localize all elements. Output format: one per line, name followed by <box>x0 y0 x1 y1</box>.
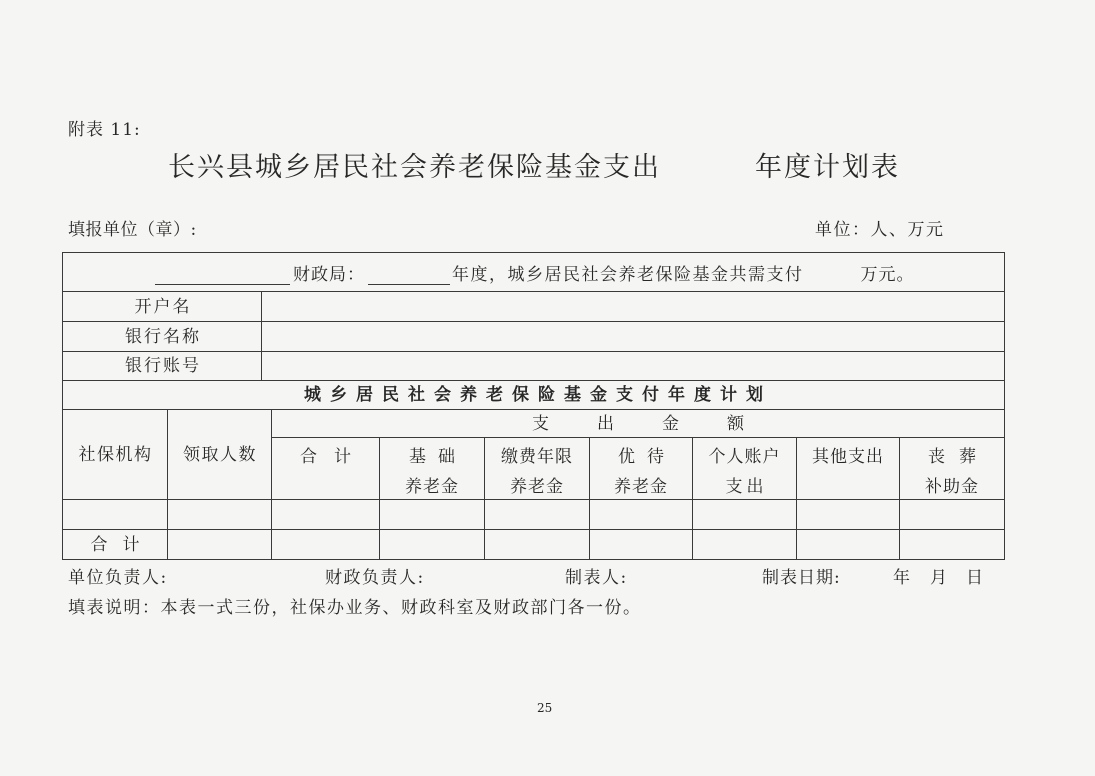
amount-unit: 万元。 <box>860 265 915 285</box>
account-name-label: 开户名 <box>134 296 192 317</box>
date-year-label: 年 <box>893 568 911 588</box>
filling-instructions: 填表说明：本表一式三份，社保办业务、财政科室及财政部门各一份。 <box>68 598 642 618</box>
header-funeral-subsidy <box>900 438 1005 500</box>
date-month-label: 月 <box>930 568 948 588</box>
date-day-label: 日 <box>966 568 984 588</box>
header-personal-account-line2: 支出 <box>725 477 768 497</box>
header-contribution-years-pension <box>485 438 590 500</box>
header-contribution-years-pension-line2: 养老金 <box>510 477 564 497</box>
plan-title-row <box>63 381 1005 410</box>
bank-name-label: 银行名称 <box>125 326 201 347</box>
header-total-label: 合计 <box>300 447 368 467</box>
preparation-date-label: 制表日期: <box>762 568 841 588</box>
header-funeral-subsidy-line2: 补助金 <box>925 477 979 497</box>
bank-account-label-cell <box>63 352 262 381</box>
finance-head-label: 财政负责人: <box>325 568 425 588</box>
table-cell <box>590 500 693 530</box>
attachment-label: 附表 11: <box>68 120 141 140</box>
header-institution <box>63 410 168 500</box>
total-row-label: 合计 <box>90 534 155 555</box>
header-other-expenditure-label: 其他支出 <box>812 447 884 467</box>
table-cell <box>693 500 797 530</box>
table-cell <box>63 500 168 530</box>
finance-bureau-label: 财政局： <box>293 265 365 285</box>
table-cell <box>590 530 693 560</box>
plan-title: 城乡居民社会养老保险基金支付年度计划 <box>304 385 772 405</box>
header-funeral-subsidy-line1: 丧葬 <box>928 447 990 467</box>
table-cell <box>693 530 797 560</box>
preparer-label: 制表人: <box>565 568 628 588</box>
unit-head-label: 单位负责人: <box>68 568 168 588</box>
bank-name-value-cell <box>262 322 1005 352</box>
reporting-unit-label: 填报单位（章）: <box>68 220 197 240</box>
table-cell <box>900 530 1005 560</box>
plan-table <box>62 252 1005 560</box>
header-expenditure-group-label: 支出金额 <box>532 413 792 434</box>
header-institution-label: 社保机构 <box>78 444 153 465</box>
header-contribution-years-pension-line1: 缴费年限 <box>501 447 573 467</box>
account-name-label-cell <box>63 292 262 322</box>
payment-summary-row <box>63 253 1005 292</box>
header-preferential-pension <box>590 438 693 500</box>
table-cell <box>797 530 900 560</box>
unit-label: 单位：人、万元 <box>815 220 945 240</box>
table-cell <box>168 500 272 530</box>
form-title-suffix: 年度计划表 <box>755 152 900 183</box>
bank-account-label: 银行账号 <box>125 356 201 376</box>
bank-name-label-cell <box>63 322 262 352</box>
header-basic-pension-line1: 基础 <box>409 447 467 467</box>
table-cell <box>797 500 900 530</box>
bank-account-value-cell <box>262 352 1005 381</box>
account-name-value-cell <box>262 292 1005 322</box>
year-blank <box>368 266 450 285</box>
header-recipients-label: 领取人数 <box>183 444 257 465</box>
header-preferential-pension-line2: 养老金 <box>614 477 668 497</box>
header-other-expenditure <box>797 438 900 500</box>
table-cell <box>380 500 485 530</box>
table-cell <box>272 530 380 560</box>
form-title-main: 长兴县城乡居民社会养老保险基金支出 <box>168 152 661 183</box>
table-cell <box>272 500 380 530</box>
finance-bureau-blank <box>155 266 290 285</box>
table-cell <box>485 530 590 560</box>
header-personal-account-line1: 个人账户 <box>708 447 781 467</box>
total-row-label-cell <box>63 530 168 560</box>
header-total <box>272 438 380 500</box>
table-cell <box>900 500 1005 530</box>
header-expenditure-group <box>272 410 1005 438</box>
header-personal-account <box>693 438 797 500</box>
header-basic-pension-line2: 养老金 <box>405 477 459 497</box>
header-recipients <box>168 410 272 500</box>
header-basic-pension <box>380 438 485 500</box>
table-cell <box>168 530 272 560</box>
table-cell <box>485 500 590 530</box>
required-payment-text: 年度，城乡居民社会养老保险基金共需支付 <box>452 265 804 285</box>
header-preferential-pension-line1: 优待 <box>618 447 676 467</box>
table-cell <box>380 530 485 560</box>
page-number: 25 <box>537 701 553 715</box>
